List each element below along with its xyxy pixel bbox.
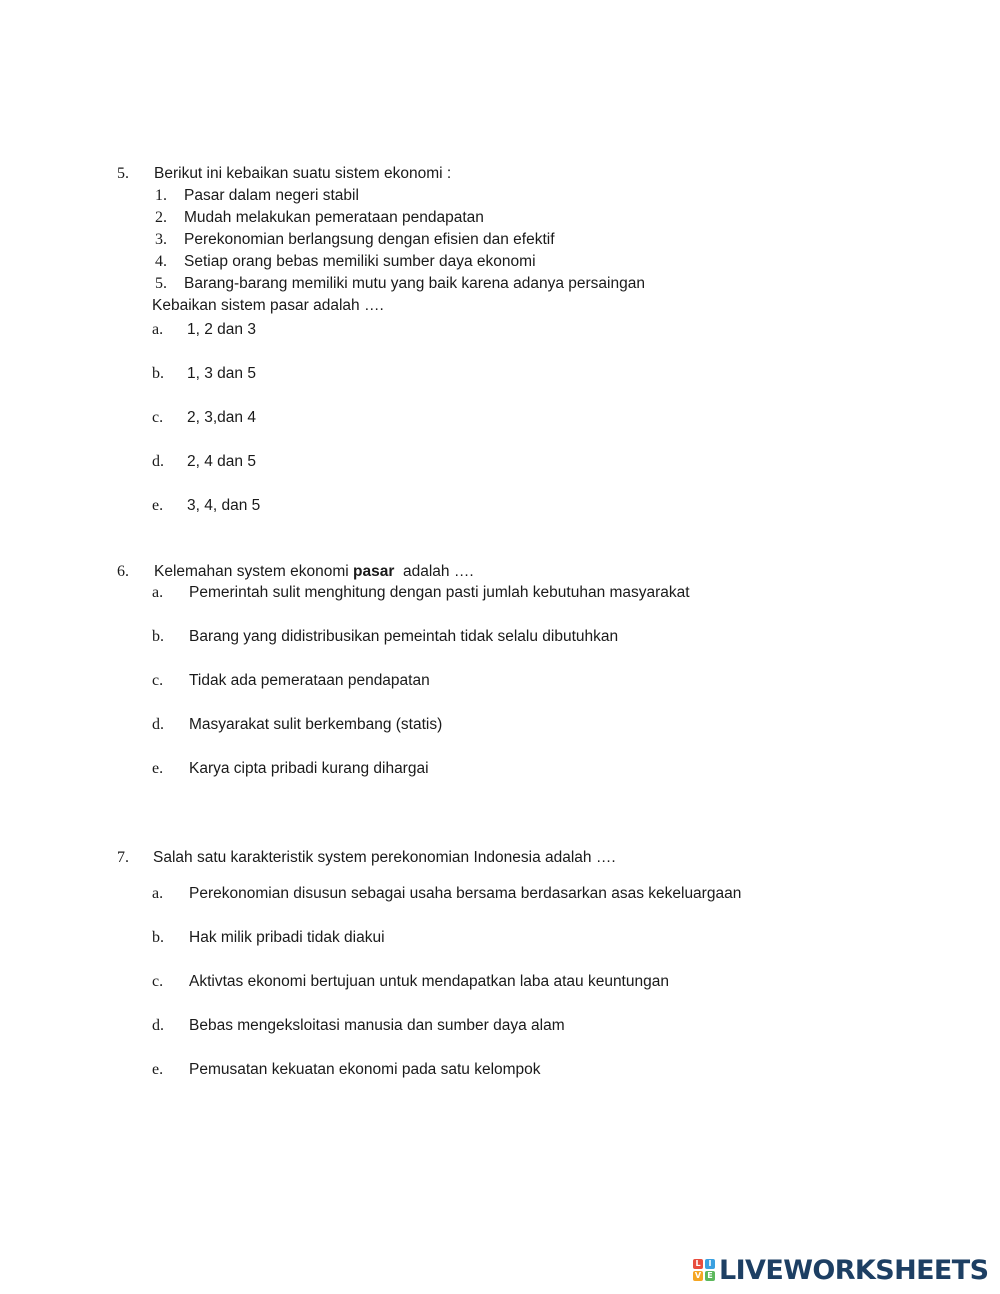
q5-question: Berikut ini kebaikan suatu sistem ekonomi : <box>154 165 452 182</box>
q6-question-bold: pasar <box>353 563 395 580</box>
q6-option-a[interactable]: Pemerintah sulit menghitung dengan pasti jumlah kebutuhan masyarakat <box>189 584 690 601</box>
q5-statement-1: Pasar dalam negeri stabil <box>184 187 359 204</box>
q7-option-a[interactable]: Perekonomian disusun sebagai usaha bersama berdasarkan asas kekeluargaan <box>189 885 742 902</box>
q6-question-pre: Kelemahan system ekonomi <box>154 563 354 580</box>
q5-statement-2: Mudah melakukan pemerataan pendapatan <box>184 209 484 226</box>
q5-option-e[interactable]: 3, 4, dan 5 <box>187 497 261 514</box>
logo-text: LIVEWORKSHEETS <box>719 1254 989 1286</box>
q5-option-c-letter: c. <box>152 409 164 426</box>
q5-statement-4: Setiap orang bebas memiliki sumber daya ekonomi <box>184 253 536 270</box>
q7-option-e[interactable]: Pemusatan kekuatan ekonomi pada satu kelompok <box>189 1061 541 1078</box>
q7-question: Salah satu karakteristik system perekonomian Indonesia adalah …. <box>153 849 616 866</box>
q7-option-c[interactable]: Aktivtas ekonomi bertujuan untuk mendapatkan laba atau keuntungan <box>189 973 669 990</box>
q5-option-d[interactable]: 2, 4 dan 5 <box>187 453 256 470</box>
q5-option-b-letter: b. <box>152 365 164 382</box>
q5-prompt: Kebaikan sistem pasar adalah …. <box>152 297 384 314</box>
q7-option-d[interactable]: Bebas mengeksloitasi manusia dan sumber daya alam <box>189 1017 565 1034</box>
q6-option-e[interactable]: Karya cipta pribadi kurang dihargai <box>189 760 429 777</box>
q6-option-c-letter: c. <box>152 672 164 689</box>
q5-number: 5. <box>117 165 129 182</box>
q6-option-e-letter: e. <box>152 760 164 777</box>
q6-question <box>154 562 474 582</box>
q6-question-post: adalah …. <box>394 563 474 580</box>
logo-mark-l: L <box>693 1259 703 1269</box>
logo-mark-e: E <box>705 1271 715 1281</box>
q6-option-b-letter: b. <box>152 628 164 645</box>
q7-option-a-letter: a. <box>152 885 164 902</box>
q5-statement-5: Barang-barang memiliki mutu yang baik karena adanya persaingan <box>184 275 645 292</box>
q5-option-d-letter: d. <box>152 453 164 470</box>
q7-option-e-letter: e. <box>152 1061 164 1078</box>
q5-statement-5-number: 5. <box>155 275 167 292</box>
q5-statement-1-number: 1. <box>155 187 167 204</box>
q6-option-b[interactable]: Barang yang didistribusikan pemeintah tidak selalu dibutuhkan <box>189 628 619 645</box>
q7-option-b[interactable]: Hak milik pribadi tidak diakui <box>189 929 385 946</box>
q5-option-c[interactable]: 2, 3,dan 4 <box>187 409 256 426</box>
q6-option-c[interactable]: Tidak ada pemerataan pendapatan <box>189 672 430 689</box>
q5-statement-4-number: 4. <box>155 253 167 270</box>
q7-option-d-letter: d. <box>152 1017 164 1034</box>
q6-option-d[interactable]: Masyarakat sulit berkembang (statis) <box>189 716 443 733</box>
q7-number: 7. <box>117 849 129 866</box>
logo-mark-v: V <box>694 1271 702 1280</box>
q5-option-e-letter: e. <box>152 497 164 514</box>
logo-mark-icon <box>693 1259 715 1281</box>
q5-option-a-letter: a. <box>152 321 164 338</box>
q5-statement-3: Perekonomian berlangsung dengan efisien dan efektif <box>184 231 555 248</box>
q5-option-a[interactable]: 1, 2 dan 3 <box>187 321 256 338</box>
q6-option-d-letter: d. <box>152 716 164 733</box>
q5-statement-2-number: 2. <box>155 209 167 226</box>
q6-option-a-letter: a. <box>152 584 164 601</box>
q5-option-b[interactable]: 1, 3 dan 5 <box>187 365 256 382</box>
logo-mark-i: I <box>705 1259 715 1269</box>
liveworksheets-logo <box>693 1254 993 1286</box>
q7-option-b-letter: b. <box>152 929 164 946</box>
q5-statement-3-number: 3. <box>155 231 167 248</box>
q6-number: 6. <box>117 563 129 580</box>
q7-option-c-letter: c. <box>152 973 164 990</box>
